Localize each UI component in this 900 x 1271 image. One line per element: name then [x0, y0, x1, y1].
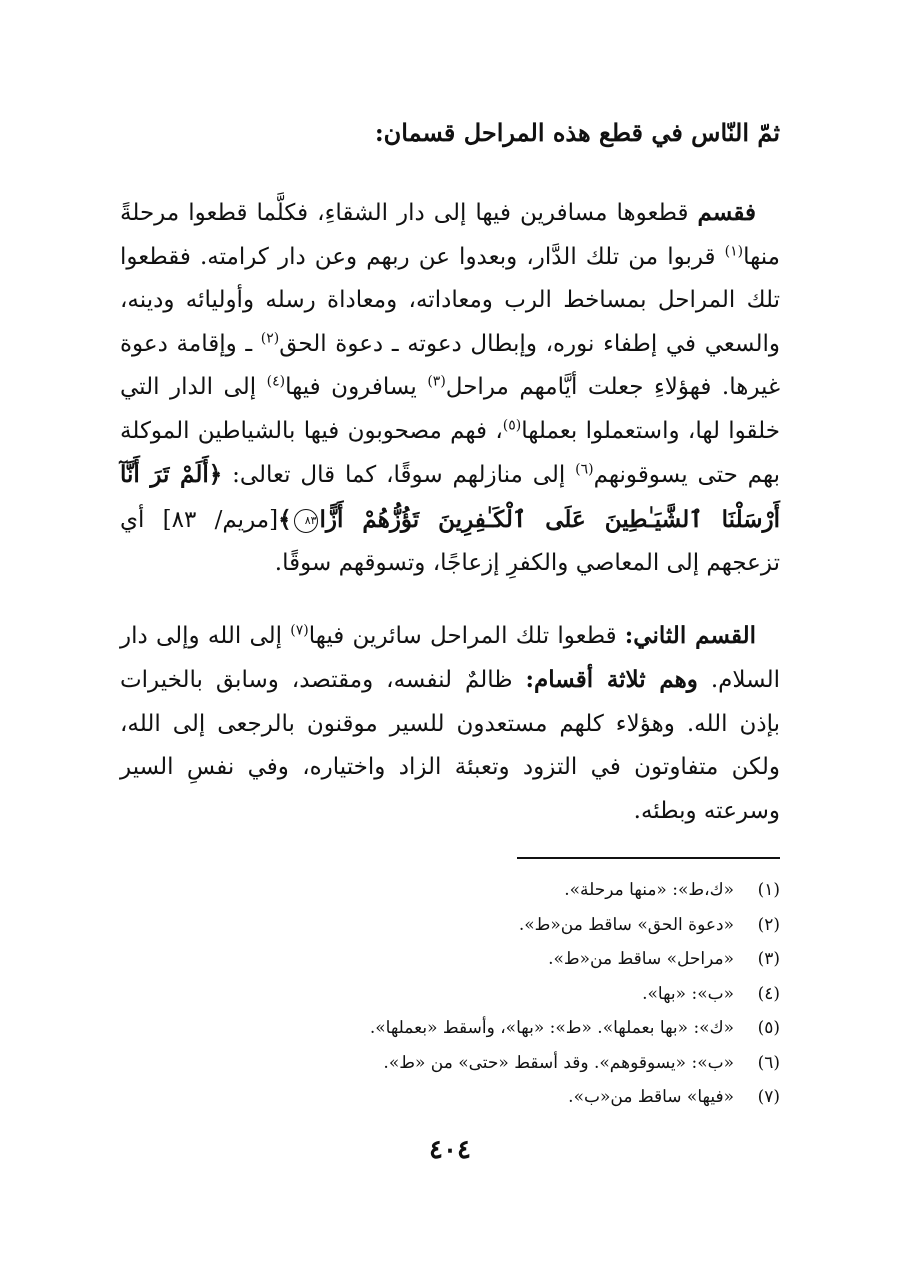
footnote-number: (٧)	[757, 1087, 780, 1107]
paragraph-second-group	[120, 614, 780, 834]
paragraph-text: ، فهم مصحوبون فيها بالشياطين الموكلة بهم حتى يسوقونهم	[120, 417, 780, 488]
footnotes-list	[120, 873, 780, 1115]
footnote-text: «ك،ط»: «منها مرحلة».	[564, 880, 734, 900]
footnote-item	[120, 1011, 780, 1046]
quran-verse: ﴿أَلَمْ تَرَ أَنَّآ أَرْسَلْنَا ٱلشَّيَـٰطِينَ عَلَى ٱلْكَـٰفِرِينَ تَؤُزُّهُمْ أَزًّا	[120, 461, 780, 533]
book-page	[120, 105, 780, 1215]
footnote-number: (٦)	[757, 1052, 780, 1073]
footnote-text: «مراحل» ساقط من«ط».	[548, 949, 734, 969]
paragraph-text: قطعوها مسافرين فيها إلى دار الشقاءِ، فكلَّما قطعوا مرحلةً منها	[120, 200, 780, 270]
footnote-ref[interactable]: (٧)	[290, 621, 309, 638]
footnote-number: (٤)	[757, 983, 780, 1004]
paragraph-first-group	[120, 191, 780, 586]
bold-phrase: وهم ثلاثة أقسام:	[525, 666, 698, 693]
footnote-ref[interactable]: (٤)	[266, 373, 286, 390]
footnote-item	[120, 1046, 780, 1081]
footnote-number: (٥)	[757, 1018, 780, 1038]
footnote-item	[120, 1080, 780, 1115]
paragraph-lead: فقسم	[697, 199, 756, 226]
footnote-ref[interactable]: (٢)	[260, 329, 280, 346]
paragraph-text: ظالمٌ لنفسه، ومقتصد، وسابق بالخيرات بإذن الله. وهؤلاء كلهم مستعدون للسير موقنون بالرجعى إلى الله، ولكن متفاوتون في التزود وتعبئة الزاد واختياره، وفي نفسِ السير وسرعته وبطئه.	[120, 667, 780, 824]
footnote-number: (٣)	[757, 949, 780, 969]
paragraph-text: إلى الله وإلى دار السلام.	[120, 622, 781, 693]
footnote-text: «ك»: «بها بعملها». «ط»: «بها»، وأسقط «بعملها».	[369, 1018, 734, 1038]
paragraph-text: يسافرون فيها	[285, 374, 428, 400]
footnote-item	[120, 977, 780, 1012]
footnote-separator	[517, 857, 780, 859]
footnote-text: «دعوة الحق» ساقط من«ط».	[518, 914, 734, 935]
footnote-number: (١)	[757, 880, 780, 900]
page-number: ٤٠٤	[429, 1135, 471, 1165]
paragraph-lead: القسم الثاني:	[624, 621, 756, 649]
footnote-text: «ب»: «بها».	[642, 983, 734, 1004]
paragraph-text: أي تزعجهم إلى المعاصي والكفرِ إزعاجًا، وتسوقهم سوقًا.	[120, 506, 780, 576]
footnote-ref[interactable]: (٥)	[502, 416, 522, 433]
ayah-number-marker: ٨٣	[294, 509, 318, 533]
paragraph-text: إلى الدار التي خلقوا لها، واستعملوا بعملها	[120, 374, 781, 444]
footnote-item	[120, 908, 780, 943]
paragraph-text: ـ وإقامة دعوة غيرها. فهؤلاءِ جعلت أيَّامهم مراحل	[120, 330, 781, 400]
footnote-text: «فيها» ساقط من«ب».	[568, 1087, 734, 1107]
quran-bracket-close: ﴾	[278, 505, 292, 533]
paragraph-text: إلى منازلهم سوقًا، كما قال تعالى:	[222, 462, 576, 488]
footnote-ref[interactable]: (٦)	[575, 461, 594, 478]
footnote-number: (٢)	[757, 914, 780, 935]
paragraph-text: قربوا من تلك الدَّار، وبعدوا عن ربهم وعن دار كرامته. فقطعوا تلك المراحل بمساخط الرب ومعاداته، ومعاداة رسله وأوليائه ودينه، والسعي في إطفاء نوره، وإبطال دعوته ـ دعوة الحق	[120, 243, 780, 357]
footnote-ref[interactable]: (١)	[724, 242, 744, 259]
paragraph-text: قطعوا تلك المراحل سائرين فيها	[308, 622, 625, 649]
footnote-text: «ب»: «يسوقوهم». وقد أسقط «حتى» من «ط».	[383, 1052, 734, 1073]
footnote-item	[120, 942, 780, 977]
footnote-item	[120, 873, 780, 908]
footnote-ref[interactable]: (٣)	[427, 373, 446, 390]
section-heading: ثمّ النّاس في قطع هذه المراحل قسمان:	[374, 118, 780, 147]
verse-reference: [مريم/ ٨٣]	[162, 506, 279, 533]
